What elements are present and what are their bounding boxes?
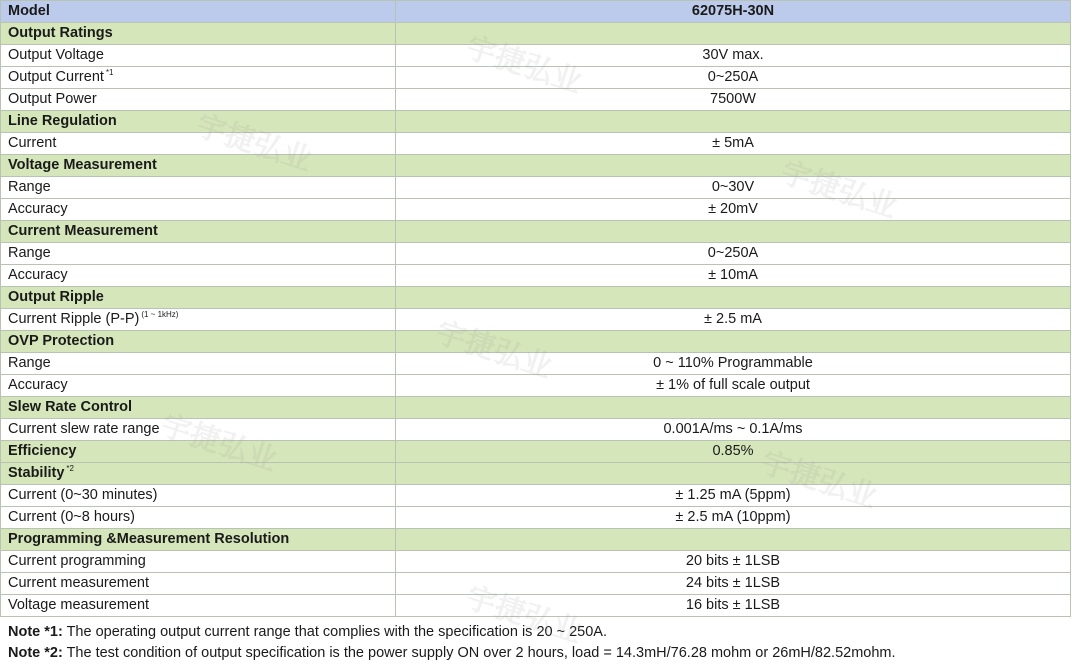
spec-row [1, 243, 1071, 265]
param-label [1, 265, 396, 287]
param-value: 0.85% [396, 441, 1071, 463]
section-header-stability [1, 463, 1071, 485]
param-value [396, 155, 1071, 177]
spec-row [1, 375, 1071, 397]
section-label [1, 155, 396, 177]
spec-row [1, 89, 1071, 111]
label-text: Range [8, 179, 51, 195]
section-label [1, 221, 396, 243]
spec-row [1, 45, 1071, 67]
label-text: Current Measurement [8, 223, 158, 239]
param-value [396, 287, 1071, 309]
label-text: Range [8, 355, 51, 371]
section-label [1, 441, 396, 463]
section-label [1, 111, 396, 133]
label-text: Current (0~30 minutes) [8, 487, 158, 503]
param-label [1, 485, 396, 507]
note-1-text: The operating output current range that complies with the specification is 20 ~ 250A. [62, 624, 608, 640]
section-header-efficiency [1, 441, 1071, 463]
section-header-slew-rate-control [1, 397, 1071, 419]
note-1-label: Note *1: [8, 624, 63, 640]
param-value [396, 221, 1071, 243]
label-text: Current measurement [8, 575, 150, 591]
param-value [396, 529, 1071, 551]
footnote-ref: *2 [66, 464, 74, 473]
label-text: Accuracy [8, 201, 68, 217]
note-1 [8, 622, 1068, 643]
param-label [1, 133, 396, 155]
section-label [1, 287, 396, 309]
label-text: Output Ratings [8, 25, 113, 41]
param-label [1, 89, 396, 111]
param-value: 0~250A [396, 243, 1071, 265]
param-value: 0.001A/ms ~ 0.1A/ms [396, 419, 1071, 441]
label-text: Output Ripple [8, 289, 104, 305]
model-row [1, 1, 1071, 23]
spec-row [1, 419, 1071, 441]
param-value: ± 1.25 mA (5ppm) [396, 485, 1071, 507]
param-label [1, 573, 396, 595]
spec-row [1, 177, 1071, 199]
param-label [1, 507, 396, 529]
param-label [1, 309, 396, 331]
section-label [1, 463, 396, 485]
param-value [396, 331, 1071, 353]
label-text: Range [8, 245, 51, 261]
model-label: Model [1, 1, 396, 23]
param-label [1, 551, 396, 573]
label-text: Current [8, 135, 57, 151]
spec-row [1, 67, 1071, 89]
section-label [1, 23, 396, 45]
label-text: OVP Protection [8, 333, 115, 349]
spec-row [1, 551, 1071, 573]
section-header-output-ratings [1, 23, 1071, 45]
param-value: ± 1% of full scale output [396, 375, 1071, 397]
spec-row [1, 507, 1071, 529]
param-value: 7500W [396, 89, 1071, 111]
param-value: 16 bits ± 1LSB [396, 595, 1071, 617]
label-text: Voltage Measurement [8, 157, 157, 173]
section-label [1, 397, 396, 419]
notes [8, 622, 1068, 664]
label-text: Efficiency [8, 443, 77, 459]
label-text: Programming &Measurement Resolution [8, 531, 290, 547]
spec-row [1, 353, 1071, 375]
section-header-output-ripple [1, 287, 1071, 309]
label-text: Accuracy [8, 267, 68, 283]
section-header-current-measurement [1, 221, 1071, 243]
param-value: ± 20mV [396, 199, 1071, 221]
label-text: Current Ripple (P-P) [8, 311, 140, 327]
param-label [1, 353, 396, 375]
note-2-label: Note *2: [8, 645, 63, 661]
spec-row [1, 265, 1071, 287]
spec-row [1, 573, 1071, 595]
model-value: 62075H-30N [396, 1, 1071, 23]
section-header-programming-measurement-resolution [1, 529, 1071, 551]
param-label [1, 375, 396, 397]
param-label [1, 243, 396, 265]
param-value: 0 ~ 110% Programmable [396, 353, 1071, 375]
footnote-ref: (1 ~ 1kHz) [141, 310, 179, 319]
label-text: Slew Rate Control [8, 399, 133, 415]
param-label [1, 45, 396, 67]
param-label [1, 199, 396, 221]
section-header-line-regulation [1, 111, 1071, 133]
param-value: 0~30V [396, 177, 1071, 199]
label-text: Stability [8, 465, 65, 481]
spec-row [1, 485, 1071, 507]
note-2 [8, 643, 1068, 664]
label-text: Voltage measurement [8, 597, 150, 613]
section-header-ovp-protection [1, 331, 1071, 353]
param-label [1, 67, 396, 89]
label-text: Output Current [8, 69, 104, 85]
param-value: ± 5mA [396, 133, 1071, 155]
param-value: 30V max. [396, 45, 1071, 67]
label-text: Output Power [8, 91, 97, 107]
section-label [1, 529, 396, 551]
param-value [396, 23, 1071, 45]
param-label [1, 177, 396, 199]
spec-row [1, 133, 1071, 155]
param-label [1, 419, 396, 441]
note-2-text: The test condition of output specification is the power supply ON over 2 hours, load = 14.3mH/76.28 mohm or 26mH/82.52mohm. [62, 645, 896, 661]
param-value: 0~250A [396, 67, 1071, 89]
param-value [396, 111, 1071, 133]
param-value: ± 2.5 mA [396, 309, 1071, 331]
section-header-voltage-measurement [1, 155, 1071, 177]
label-text: Accuracy [8, 377, 68, 393]
param-value [396, 463, 1071, 485]
spec-row [1, 595, 1071, 617]
label-text: Output Voltage [8, 47, 104, 63]
label-text: Current slew rate range [8, 421, 160, 437]
label-text: Current (0~8 hours) [8, 509, 135, 525]
footnote-ref: *1 [105, 68, 114, 77]
param-value: ± 10mA [396, 265, 1071, 287]
param-value: 24 bits ± 1LSB [396, 573, 1071, 595]
param-label [1, 595, 396, 617]
section-label [1, 331, 396, 353]
param-value: 20 bits ± 1LSB [396, 551, 1071, 573]
param-value: ± 2.5 mA (10ppm) [396, 507, 1071, 529]
param-value [396, 397, 1071, 419]
spec-row [1, 309, 1071, 331]
label-text: Line Regulation [8, 113, 117, 129]
spec-row [1, 199, 1071, 221]
label-text: Current programming [8, 553, 146, 569]
